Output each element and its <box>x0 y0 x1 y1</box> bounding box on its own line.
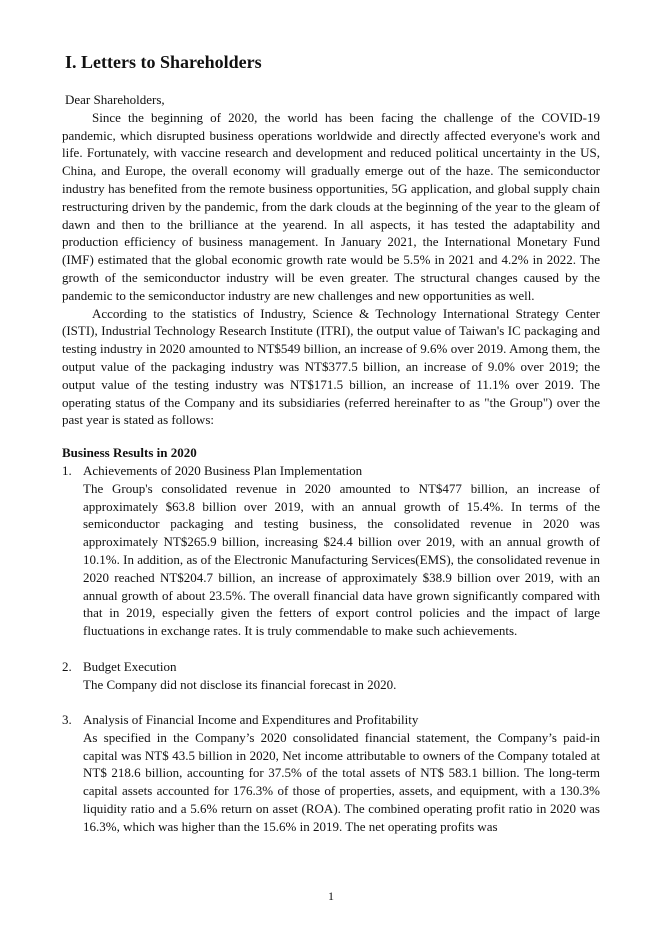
item-body: As specified in the Company’s 2020 consolidated financial statement, the Company’s paid-in capital was NT$ 43.5 billion in 2020, Net income attributable to owners of the Company totaled at NT$ 218.6 billion, accounting for 37.5% of the total assets of NT$ 583.1 billion. The long-term capital assets accounted for 176.3% of those of properties, assets, and equipment, with a 130.3% liquidity ratio and a 5.6% return on asset (ROA). The combined operating profit ratio in 2020 was 16.3%, which was higher than the 15.6% in 2019. The net operating profits was <box>83 729 600 834</box>
salutation: Dear Shareholders, <box>65 92 165 107</box>
intro-paragraph: Since the beginning of 2020, the world has been facing the challenge of the COVID-19 pandemic, which disrupted business operations worldwide and directly affected everyone's work and life. Fortunately, with vaccine research and development and reduced political uncertainty in the US, China, and Europe, the overall economy will gradually emerge out of the haze. The semiconductor industry has benefited from the remote business opportunities, 5G application, and global supply chain restructuring driven by the pandemic, from the dark clouds at the beginning of the year to the gleam of dawn and then to the brilliance at the yearend. In all aspects, it has tested the adaptability and production efficiency of business management. In January 2021, the International Monetary Fund (IMF) estimated that the global economic growth rate would be 5.5% in 2021 and 4.2% in 2022. The growth of the semiconductor industry will be even greater. The structural changes caused by the pandemic to the semiconductor industry are new challenges and new opportunities as well. <box>62 109 600 303</box>
list-item-achievements <box>62 462 600 640</box>
item-title: Analysis of Financial Income and Expenditures and Profitability <box>83 712 419 728</box>
page-number: 1 <box>328 889 334 903</box>
item-title: Achievements of 2020 Business Plan Implementation <box>83 462 363 478</box>
list-item-financial-analysis <box>62 711 600 836</box>
item-number: 1. <box>62 462 72 478</box>
letter-page <box>62 50 600 836</box>
item-number: 3. <box>62 712 72 728</box>
item-title: Budget Execution <box>83 658 177 674</box>
item-body: The Group's consolidated revenue in 2020 amounted to NT$477 billion, an increase of approximately $63.8 billion over 2019, with an annual growth of 15.4%. In terms of the semiconductor packaging and testing business, the consolidated revenue in 2020 was approximately NT$265.9 billion, increasing $24.4 billion over 2019, with an annual growth of 10.1%. In addition, as of the Electronic Manufacturing Services(EMS), the consolidated revenue in 2020 reached NT$204.7 billion, an increase of approximately $38.9 billion over 2019, with an annual growth of about 23.5%. The overall financial data have grown significantly compared with that in 2019, especially given the fetters of export control policies and the impact of large fluctuations in exchange rates. It is truly commendable to make such achievements. <box>83 480 600 639</box>
item-number: 2. <box>62 658 72 674</box>
page-title: I. Letters to Shareholders <box>65 52 262 72</box>
business-results-heading: Business Results in 2020 <box>62 445 197 461</box>
statistics-paragraph: According to the statistics of Industry, Science & Technology International Strategy Center (ISTI), Industrial Technology Research Institute (ITRI), the output value of Taiwan's IC packaging and testing industry in 2020 amounted to NT$549 billion, an increase of 9.6% over 2019. Among them, the output value of the packaging industry was NT$377.5 billion, an increase of 9.0% over 2019; the output value of the testing industry was NT$171.5 billion, an increase of 11.1% over 2019. The operating status of the Company and its subsidiaries (referred hereinafter to as "the Group") over the past year is stated as follows: <box>62 305 600 428</box>
item-body: The Company did not disclose its financial forecast in 2020. <box>83 676 397 692</box>
list-item-budget <box>62 658 600 694</box>
